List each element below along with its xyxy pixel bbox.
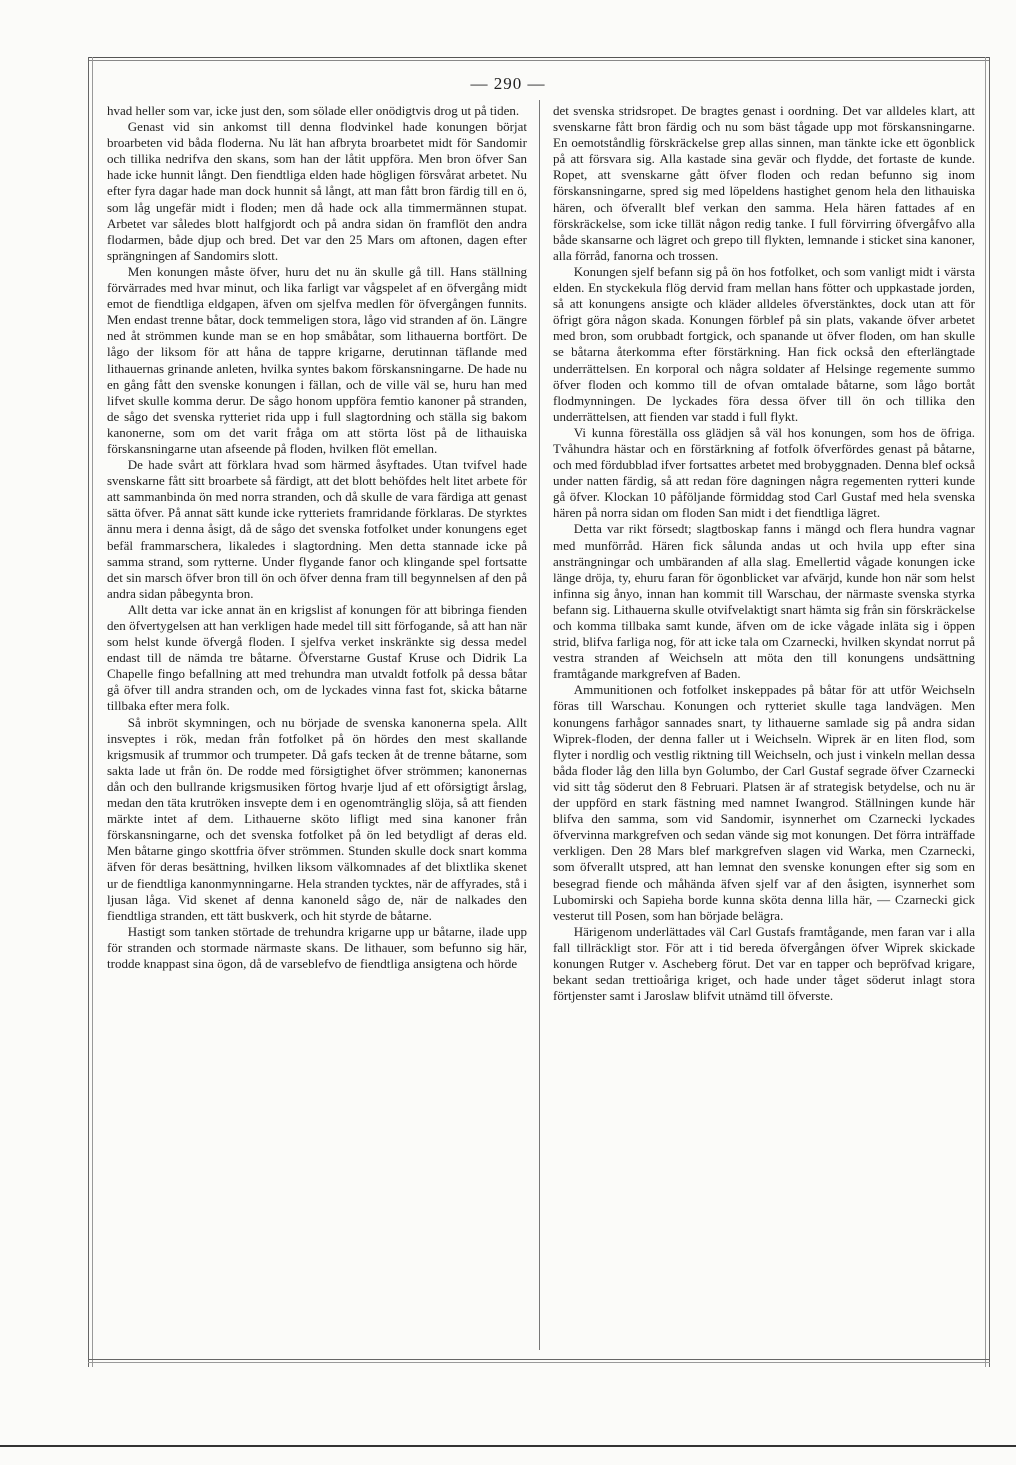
paragraph: Konungen sjelf befann sig på ön hos fotfolket, och som vanligt midt i värsta elden. En styckekula flög dervid fram mellan hans fötter och uppkastade jorden, så att konungens ansigte och kläder alldeles öfverstänktes, dock utan att för öfrigt göra någon skada. Konungen förblef på sin plats, vakande öfver arbetet med bron, som orubbadt fortgick, och spanande ut öfver floden, om han skulle se båtarna återkomma efter förstärkning. Han fick också den efterlängtade underrättelsen. En korporal och några soldater af Helsinge regemente summo öfver floden och kommo till de ofvan omtalade båtarne, som lågo bortåt flodmynningen. De lyckades föra dessa öfver till ön och tillika den underrättelsen, att fienden var stadd i full flykt. — [553, 263, 975, 424]
paragraph: Hastigt som tanken störtade de trehundra krigarne upp ur båtarne, ilade upp för stranden och stormade närmaste skans. De lithauer, som befunno sig här, trodde knappast sina ögon, då de varseblefvo de fiendtliga ansigtena och hörde — [107, 923, 527, 971]
page-frame-top — [88, 57, 990, 61]
column-divider — [539, 100, 540, 1350]
paragraph: Härigenom underlättades väl Carl Gustafs framtågande, men faran var i alla fall tillräckligt stor. För att i tid bereda öfvergången öfver Wiprek skickade konungen Rutger v. Ascheberg förut. Det var en tapper och bepröfvad krigare, bekant sedan trettioåriga kriget, och hade under tåget söderut inlagt stora förtjenster samt i Jaroslaw blifvit utnämd till öfverste. — [553, 923, 975, 1004]
paragraph: Ammunitionen och fotfolket inskeppades på båtar för att utför Weichseln föras till Warschau. Konungen och rytteriet skulle taga landvägen. Men konungens farhågor sannades snart, ty lithauerne samlade sig på andra sidan Wiprek-floden, der denna faller ut i Weichseln. Wiprek är en liten flod, som flyter i nordlig och vestlig riktning till Weichseln, och just i vinkeln mellan dessa båda floder låg den lilla byn Golumbo, der Carl Gustaf segrade öfver Czarnecki vid sitt tåg söderut den 8 Februari. Platsen är af strategisk betydelse, och nu är der uppförd en stark fästning med namnet Iwangrod. Ställningen kunde här blifva den samma, som vid Sandomir, isynnerhet om Czarnecki lyckades öfvervinna markgrefven och sedan vände sig mot konungen. Det förra inträffade verkligen. Den 28 Mars blef markgrefven slagen vid Warka, men Czarnecki, som öfverallt utspred, att han lemnat den svenske konungen efter sig som en besegrad fiende och måhända äfven sjelf var af den åsigten, isynnerhet som Lubomirski och Sapieha borde kunna sköta denna lilla här, — Czarnecki gick vesterut till Posen, som han började belägra. — [553, 682, 975, 923]
paragraph: Vi kunna föreställa oss glädjen så väl hos konungen, som hos de öfriga. Tvåhundra hästar och en förstärkning af fotfolk öfverfördes genast på båtarne, och med fördubblad ifver fortsattes arbetet med brobyggnaden. Denna blef också under natten färdig, så att redan före dagningen några regementen rytteri kunde gå öfver. Klockan 10 påföljande förmiddag stod Carl Gustaf med hela svenska hären på norra sidan om floden San midt i det fiendtliga lägret. — [553, 424, 975, 521]
paragraph: hvad heller som var, icke just den, som sölade eller onödigtvis drog ut på tiden. — [107, 103, 520, 118]
paragraph: Men konungen måste öfver, huru det nu än skulle gå till. Hans ställning förvärrades med hvar minut, och lika farligt var vågspelet af en öfvergång midt emot de fiendtliga eldgapen, äfven om sjelfva medlen för öfvergången funnits. Men endast trenne båtar, dock temmeligen stora, lågo vid stranden af ön. Längre ned åt strömmen kunde man se en hop småbåtar, som lithauerna bortfört. De lågo der liksom för att håna de tappre krigarne, derutinnan täflande med lithauernas grinande anleten, hvilka syntes bakom förskansningarne. De hade nu en gång fått den svenske konungen i fällan, och de ville väl se, huru han med lifvet skulle komma derur. De sågo honom uppföra femtio kanoner på stranden, de sågo det svenska rytteriet rida upp i full slagtordning och ställa sig bakom kanonerne, som om det varit fråga om att störta löst på de lithauiska förskansningarne utan afseende på floden, hvilken flöt emellan. — [107, 263, 527, 456]
paragraph: det svenska stridsropet. De bragtes genast i oordning. Det var alldeles klart, att svenskarne fått bron färdig och nu som bäst tågade upp mot förskansningarne. En oemotståndlig förskräckelse grep allas sinnen, man tänkte icke ett ögonblick på att försvara sig. Alla kastade sina gevär och flydde, det fortaste de kunde. Ropet, att svenskarne gått öfver floden och redan befunno sig inom förskansningarne, spred sig med löpeldens hastighet genom hela den lithauiska hären, och öfverallt blef verkan den samma. Hela hären fattades af en förskräckelse, som icke tillät någon redig tanke. I full förvirring öfvergåfvo alla både skansarne och lägret och grepo till flykten, lemnande i sticket sina kanoner, alla förråd, fanorna och trossen. — [553, 103, 975, 263]
left-column — [107, 103, 527, 1343]
page-frame-left — [88, 57, 93, 1367]
page-frame-right — [985, 57, 990, 1367]
right-column — [553, 103, 975, 1343]
paragraph: Så inbröt skymningen, och nu började de svenska kanonerna spela. Allt insveptes i rök, medan från fotfolket på ön hördes den mest skallande krigsmusik af trummor och trumpeter. Då gafs tecken åt de trenne båtarne, som sakta lade ut från ön. De rodde med försigtighet öfver strömmen; kanonernas dån och den bullrande krigsmusiken förtog hvarje ljud af ett oförsigtigt årslag, medan den täta krutröken insvepte dem i en ogenomtränglig slöja, så att fienden märkte intet af dem. Lithauerne sköto lifligt med sina kanoner från förskansningarne, och det svenska fotfolket på ön led betydligt af deras eld. Men båtarne gingo skottfria öfver strömmen. Stunden skulle dock snart komma äfven för deras besättning, hvilken liksom välkomnades af det blixtlika skenet ur de fiendtliga kanonmynningarne. Hela stranden tycktes, när de affyrades, stå i ljusan låga. Vid skenet af denna kanoneld sågo de, när de nalkades den fiendtliga stranden, ett tätt buskverk, och hit styrde de båtarne. — [107, 714, 527, 923]
paragraph: Detta var rikt försedt; slagtboskap fanns i mängd och flera hundra vagnar med munförråd. Hären fick sålunda andas ut och hvila upp efter sina ansträngningar och umbäranden af alla slag. Emellertid vågade konungen icke länge dröja, ty, ehuru faran för ögonblicket var afvärjd, kunde hon när som helst infinna sig ånyo, innan han kommit till Warschau, der närmaste svenska styrka befann sig. Lithauerna skulle otvifvelaktigt snart hämta sig från sin förskräckelse och komma tillbaka samt kunde, äfven om de icke vågade inläta sig i öppen strid, blifva farliga nog, för att icke tala om Czarnecki, hvilken skyndat norrut på vestra stranden af Weichseln att möta den till konungens undsättning framtågande markgrefven af Baden. — [553, 521, 975, 682]
paragraph: De hade svårt att förklara hvad som härmed åsyftades. Utan tvifvel hade svenskarne fått sitt broarbete så färdigt, att det blott behöfdes helt litet arbete för att sammanbinda ön med norra stranden, och då skulle de vara färdiga att genast sätta öfver. På annat sätt kunde icke rytteriets framridande förklaras. De styrktes ännu mera i denna åsigt, då de sågo det svenska fotfolket under konungens eget befäl frammarschera, likaledes i slagtordning. Men detta stannade icke på samma strand, som rytterne. Under flygande fanor och klingande spel fortsatte det sin marsch öfver bron till ön och öfver denna fram till begynnelsen af den på andra sidan påbegynta bron. — [107, 457, 527, 601]
page-number: — 290 — — [470, 74, 546, 93]
page-frame-bottom — [88, 1359, 990, 1363]
paragraph: Allt detta var icke annat än en krigslist af konungen för att bibringa fienden den öfvertygelsen att han verkligen hade medel till sitt förfogande, så att han när som helst kunde öfvergå floden. I sjelfva verket inskränkte sig dessa medel endast till de nämda tre båtarne. Öfverstarne Gustaf Kruse och Didrik La Chapelle fingo befallning att med trehundra man utvaldt fotfolk på dessa båtar gå öfver till andra stranden och, om de lyckades vinna fast fot, skicka båtarne tillbaka efter mera folk. — [107, 601, 527, 714]
scan-edge-line — [0, 1445, 1016, 1447]
paragraph: Genast vid sin ankomst till denna flodvinkel hade konungen börjat broarbeten vid båda floderna. Nu lät han afbryta broarbetet midt för Sandomir och tillika nedrifva den skans, som han der låtit uppföra. Men bron öfver San hade icke hunnit långt. Den fiendtliga elden hade högligen försvårat arbetet. Nu efter fyra dagar hade man dock hunnit så långt, att man fått bron färdig till en ö, som låg ungefär midt i floden; men då hade ock alla timmermännen stupat. Arbetet var således blott halfgjordt och på andra sidan ön framflöt den andra flodarmen, både djup och bred. Det var den 25 Mars om aftonen, dagen efter sprängningen af Sandomirs slott. — [107, 119, 527, 263]
